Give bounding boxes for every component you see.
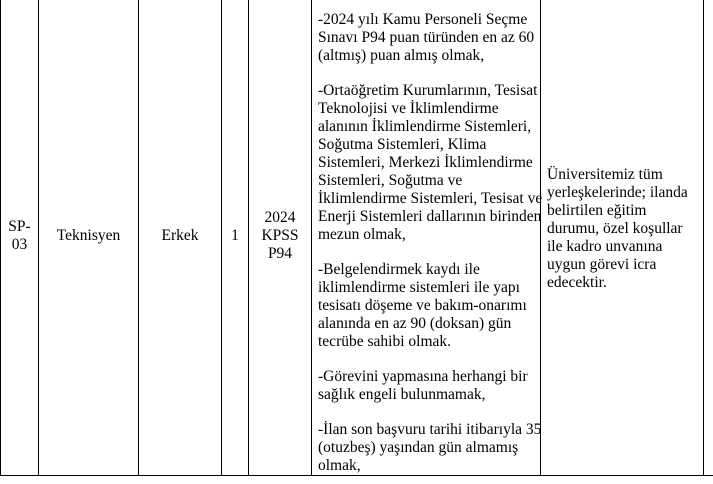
exam-type-line: 2024 [264,209,296,226]
qualification-item [318,421,542,475]
qualifications-list [312,0,543,475]
qualification-line: (otuzbeş) yaşından gün almamış [318,439,519,456]
qualification-line: olmak, [318,457,361,474]
exam-type-line: P94 [267,245,293,262]
exam-type-line: KPSS [261,227,299,244]
notes-cell [541,0,704,476]
notes-line: uygun görevi icra [547,256,657,273]
position-count: 1 [231,227,239,244]
qualification-line: Teknolojisi ve İklimlendirme [318,100,499,117]
position-code-line: SP- [8,218,31,235]
qualification-item [318,82,543,244]
position-code-line: 03 [11,236,28,253]
qualification-line: İklimlendirme Sistemleri, Tesisat ve [318,190,543,207]
position-count-cell [222,0,249,476]
qualification-line: tecrübe sahibi olmak. [318,333,451,350]
qualification-item [318,261,534,351]
qualification-item [318,11,534,65]
qualification-line: -İlan son başvuru tarihi itibarıyla 35 [318,421,542,438]
qualification-line: -Ortaöğretim Kurumlarının, Tesisat [318,82,538,99]
qualification-line: Sistemleri, Soğutma ve [318,172,463,189]
qualification-line: mezun olmak, [318,226,406,243]
qualification-line: sağlık engeli bulunmamak, [318,386,486,403]
notes-text [541,166,703,292]
qualification-line: alanının İklimlendirme Sistemleri, [318,118,532,135]
exam-type-cell [249,0,312,476]
empty-cell [704,0,713,476]
qualification-line: -2024 yılı Kamu Personeli Seçme [318,11,528,28]
qualification-line: Soğutma Sistemleri, Klima [318,136,487,153]
qualification-line: alanında en az 90 (doksan) gün [318,315,512,332]
qualification-line: iklimlendirme sistemleri ile yapı [318,279,520,296]
notes-line: edecektir. [547,274,607,291]
position-title: Teknisyen [56,227,121,244]
gender: Erkek [161,227,199,244]
qualification-line: Enerji Sistemleri dallarının birinden [318,208,542,225]
qualification-line: (altmış) puan almış olmak, [318,47,485,64]
notes-line: belirtilen eğitim [547,202,647,219]
qualification-line: Sistemleri, Merkezi İklimlendirme [318,154,533,171]
notes-line: Üniversitemiz tüm [547,166,663,183]
notes-line: durumu, özel koşullar [547,220,683,237]
notes-line: yerleşkelerinde; ilanda [547,184,688,201]
qualification-item [318,368,534,404]
qualification-line: Sınavı P94 puan türünden en az 60 [318,29,535,46]
position-code-cell [1,0,39,476]
qualifications-cell [312,0,541,476]
qualification-line: -Belgelendirmek kaydı ile [318,261,480,278]
gender-cell [139,0,222,476]
position-title-cell [39,0,139,476]
table-row [1,0,713,476]
qualification-line: -Görevini yapmasına herhangi bir [318,368,528,385]
qualification-line: tesisatı döşeme ve bakım-onarımı [318,297,527,314]
notes-line: ile kadro unvanına [547,238,663,255]
